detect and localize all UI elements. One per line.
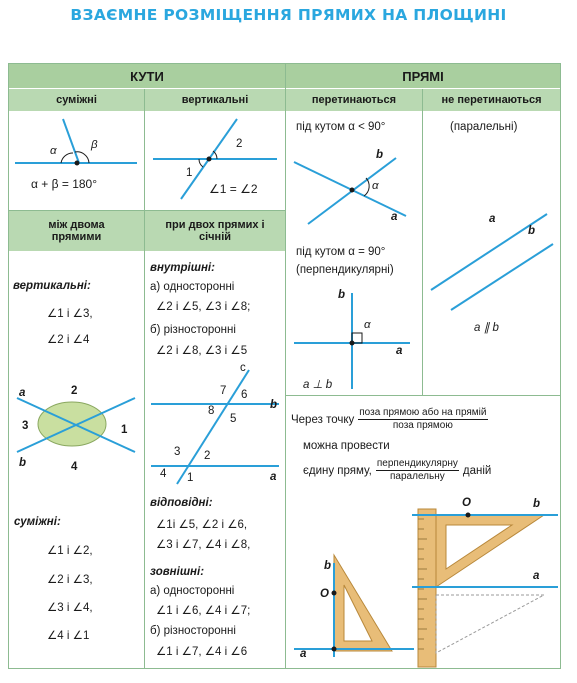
transversal-outer-a: а) односторонні (150, 585, 235, 597)
intersect-right-alpha: α (364, 319, 371, 331)
construction-o1-label: O (320, 588, 329, 600)
header-peretynaiutsia: перетинаються (286, 89, 422, 111)
transversal-inner-b-vals: ∠2 і ∠8, ∠3 і ∠5 (156, 345, 248, 357)
parallel-construction (410, 495, 560, 670)
transversal-num-1: 1 (187, 472, 194, 484)
two-lines-num-2: 2 (71, 385, 78, 397)
adjacent-formula: α + β = 180° (31, 177, 98, 191)
page-title: ВЗАЄМНЕ РОЗМІЩЕННЯ ПРЯМИХ НА ПЛОЩИНІ (70, 6, 507, 24)
grid-line (286, 395, 560, 396)
transversal-num-4: 4 (160, 468, 167, 480)
transversal-num-8: 8 (208, 405, 215, 417)
intersect-under-right: під кутом α = 90° (296, 246, 386, 258)
intersect-b-label: b (376, 149, 384, 161)
transversal-corr-title: відповідні: (150, 497, 213, 509)
vertical-num-2: 2 (236, 138, 243, 150)
transversal-num-2: 2 (204, 450, 211, 462)
header-ne-peretynaiutsia: не перетинаються (423, 89, 560, 111)
construction-b1-label: b (324, 560, 332, 572)
intersect-perp-note: (перпендикулярні) (296, 264, 394, 276)
transversal-c-label: c (240, 362, 246, 374)
transversal-corr-1: ∠1і ∠5, ∠2 і ∠6, (156, 519, 248, 531)
perpendicular-construction (290, 545, 420, 665)
parallel-a-label: a (489, 213, 496, 225)
statement-line2: можна провести (303, 440, 390, 452)
header-priami: ПРЯМІ (286, 64, 560, 88)
two-lines-vert-1: ∠1 і ∠3, (47, 308, 93, 320)
transversal-outer-a-vals: ∠1 і ∠6, ∠4 і ∠7; (156, 605, 251, 617)
two-lines-vert-2: ∠2 і ∠4 (47, 334, 90, 346)
transversal-num-6: 6 (241, 389, 248, 401)
statement-frac2-den: паралельну (390, 471, 445, 482)
header-pry-dvokh: при двох прямих і січній (145, 211, 285, 251)
transversal-num-5: 5 (230, 413, 237, 425)
parallel-b-label: b (528, 225, 536, 237)
two-lines-num-1: 1 (121, 424, 128, 436)
statement-prefix: Через точку (291, 413, 355, 426)
transversal-a-label: a (270, 471, 277, 483)
intersect-right-b-label: b (338, 289, 346, 301)
statement-fraction-2 (376, 458, 459, 483)
two-lines-vert-title: вертикальні: (13, 280, 91, 292)
intersect-alpha-label: α (372, 180, 379, 192)
statement-line3 (303, 458, 491, 483)
transversal-inner-a-vals: ∠2 і ∠5, ∠3 і ∠8; (156, 301, 251, 313)
statement-line1 (291, 407, 488, 432)
statement-line3-suffix: даній (462, 464, 492, 477)
two-lines-b-label: b (19, 457, 27, 469)
construction-o2-label: O (462, 497, 471, 509)
intersect-right-a-label: a (396, 345, 403, 357)
intersect-perp-formula: a ⊥ b (303, 379, 333, 391)
parallel-formula: a ∥ b (474, 322, 499, 334)
construction-a2-label: a (533, 570, 540, 582)
transversal-b-label: b (270, 399, 278, 411)
two-lines-adj-title: суміжні: (14, 516, 61, 528)
vertical-num-1: 1 (186, 167, 193, 179)
transversal-outer-title: зовнішні: (150, 566, 205, 578)
beta-label: β (91, 139, 98, 151)
two-lines-adj-2: ∠2 і ∠3, (47, 574, 93, 586)
statement-frac2-num: перпендикулярну (376, 458, 458, 469)
statement-frac1-den: поза прямою (392, 420, 453, 431)
grid-line (9, 210, 285, 211)
two-lines-adj-3: ∠3 і ∠4, (47, 602, 93, 614)
header-vertykalni: вертикальні (145, 89, 285, 111)
transversal-inner-a: а) односторонні (150, 281, 235, 293)
two-lines-adj-1: ∠1 і ∠2, (47, 545, 93, 557)
intersect-a-label: a (391, 211, 398, 223)
two-lines-num-3: 3 (22, 420, 29, 432)
parallel-note: (паралельні) (450, 121, 518, 133)
intersect-acute-diagram (286, 140, 422, 240)
statement-line3-prefix: єдину пряму, (303, 464, 372, 477)
vertical-formula: ∠1 = ∠2 (209, 182, 258, 196)
statement-fraction-1 (358, 407, 487, 432)
adjacent-angles-diagram (9, 111, 144, 210)
construction-a1-label: a (300, 648, 307, 660)
header-kuty: КУТИ (9, 64, 285, 88)
statement-frac1-num: поза прямою або на прямій (359, 407, 487, 418)
two-lines-a-label: a (19, 387, 26, 399)
header-mizh-dvoma: між двома прямими (9, 211, 144, 251)
transversal-num-7: 7 (220, 385, 227, 397)
transversal-outer-b-vals: ∠1 і ∠7, ∠4 і ∠6 (156, 646, 248, 658)
intersect-under-angle: під кутом α < 90° (296, 121, 386, 133)
construction-b2-label: b (533, 498, 541, 510)
transversal-inner-title: внутрішні: (150, 262, 215, 274)
two-lines-adj-4: ∠4 і ∠1 (47, 630, 90, 642)
transversal-inner-b: б) різносторонні (150, 324, 236, 336)
header-sumizhni: суміжні (9, 89, 144, 111)
two-lines-num-4: 4 (71, 461, 78, 473)
alpha-label: α (50, 145, 57, 157)
transversal-num-3: 3 (174, 446, 181, 458)
transversal-corr-2: ∠3 і ∠7, ∠4 і ∠8, (156, 539, 251, 551)
transversal-outer-b: б) різносторонні (150, 625, 236, 637)
